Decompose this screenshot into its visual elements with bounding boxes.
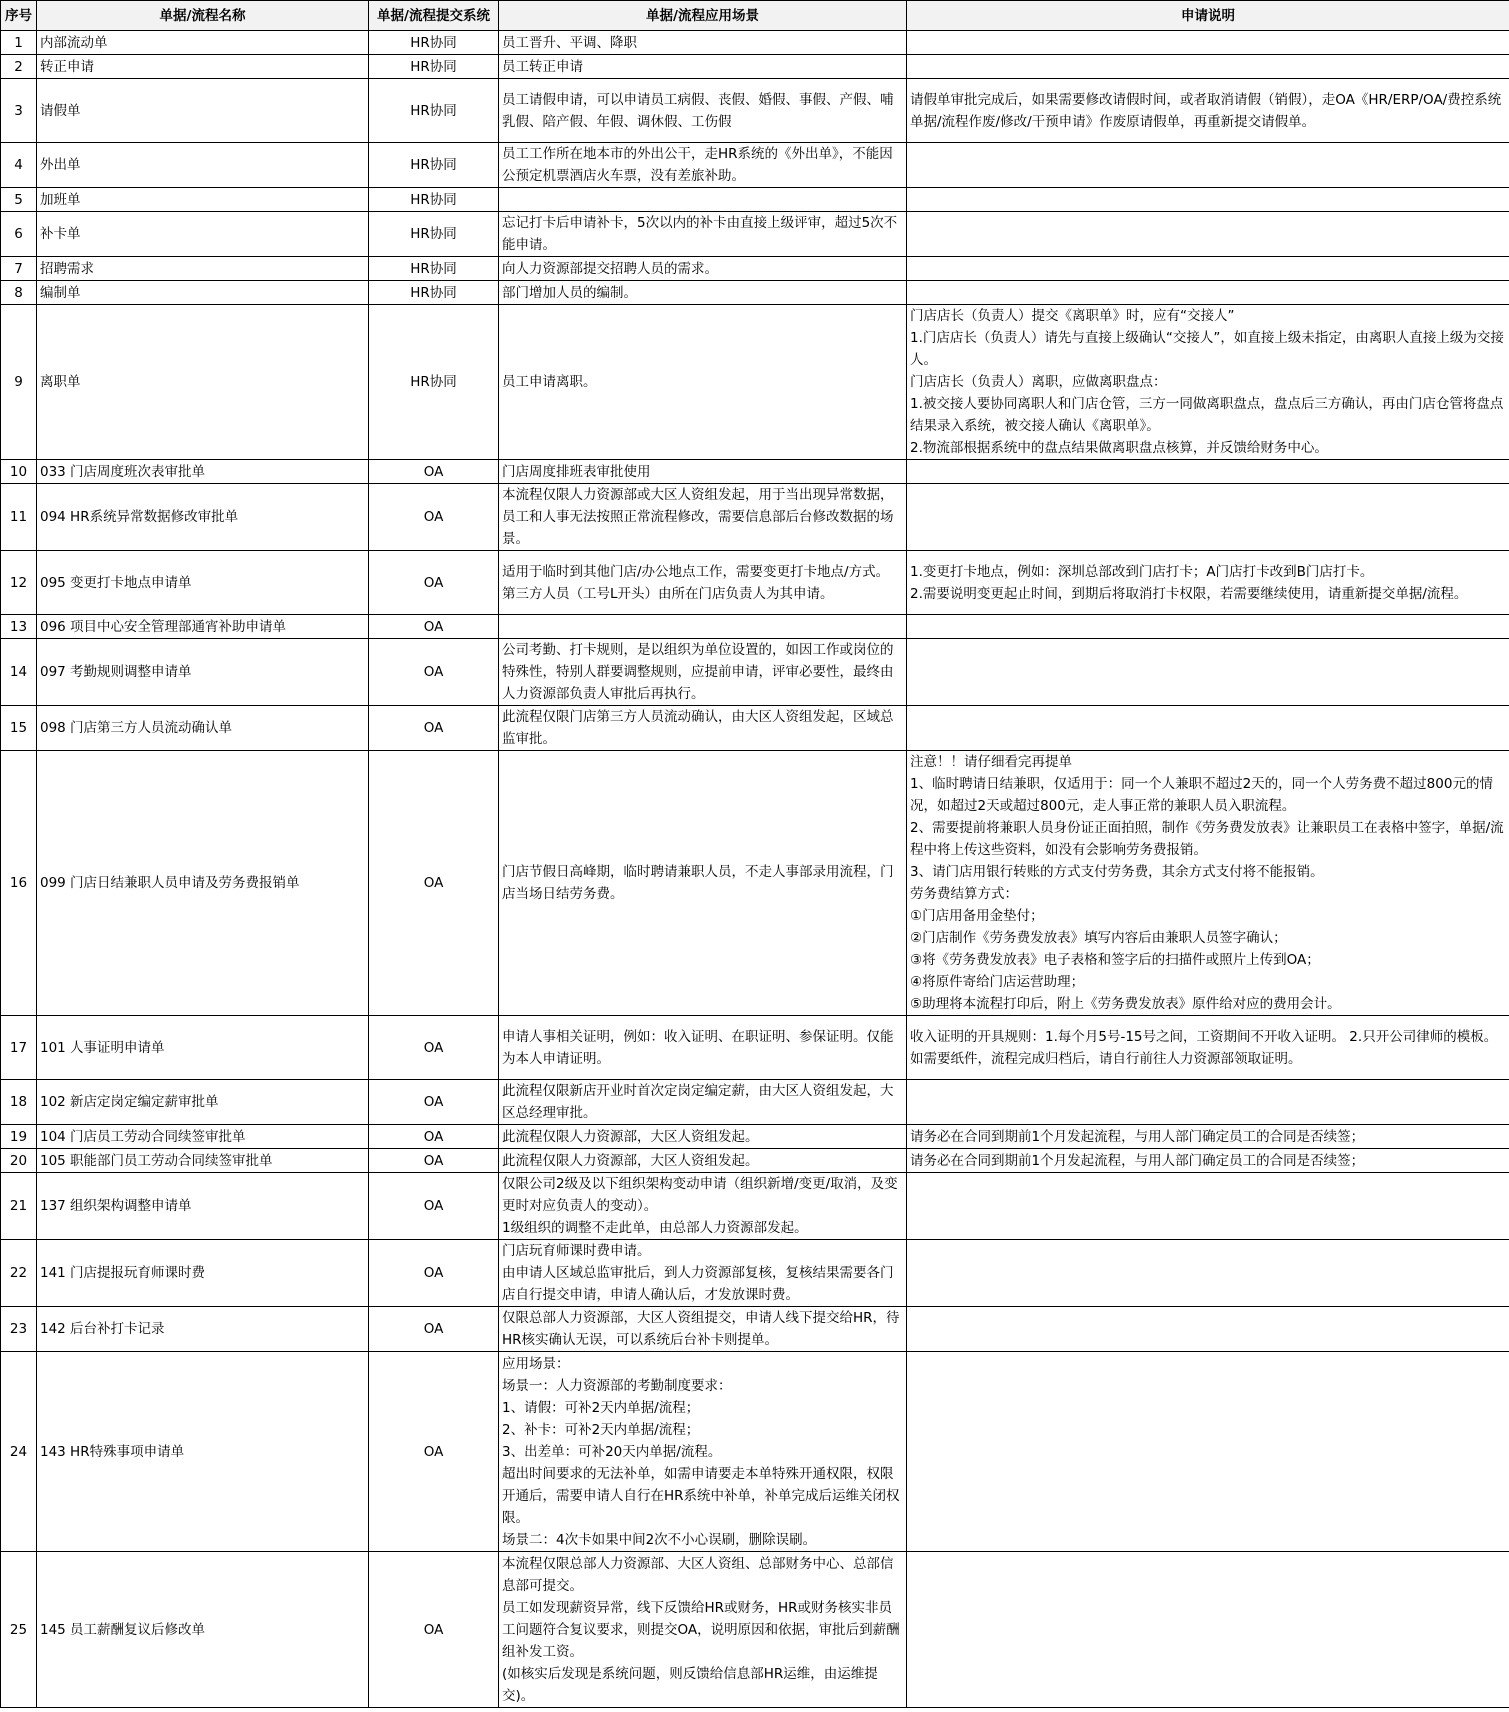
- cell-desc[interactable]: [907, 55, 1509, 79]
- table-row: [1, 79, 1509, 143]
- table-row: [1, 551, 1509, 615]
- cell-system[interactable]: HR协同: [369, 55, 499, 79]
- table-row: [1, 212, 1509, 257]
- cell-name[interactable]: 离职单: [37, 305, 369, 460]
- cell-scene[interactable]: 部门增加人员的编制。: [499, 281, 907, 305]
- cell-desc[interactable]: [907, 188, 1509, 212]
- table-row: [1, 1080, 1509, 1125]
- table-row: [1, 484, 1509, 551]
- cell-name[interactable]: 095 变更打卡地点申请单: [37, 551, 369, 615]
- table-row: [1, 143, 1509, 188]
- cell-no[interactable]: 13: [1, 615, 37, 639]
- cell-scene[interactable]: 公司考勤、打卡规则，是以组织为单位设置的，如因工作或岗位的特殊性，特别人群要调整规则，应提前申请，评审必要性，最终由人力资源部负责人审批后再执行。: [499, 639, 907, 706]
- cell-system[interactable]: OA: [369, 1149, 499, 1173]
- cell-no[interactable]: 18: [1, 1080, 37, 1125]
- header-scene[interactable]: 单据/流程应用场景: [499, 1, 907, 31]
- cell-scene[interactable]: 此流程仅限人力资源部，大区人资组发起。: [499, 1125, 907, 1149]
- cell-no[interactable]: 10: [1, 460, 37, 484]
- cell-system[interactable]: HR协同: [369, 305, 499, 460]
- cell-no[interactable]: 14: [1, 639, 37, 706]
- cell-scene[interactable]: 仅限公司2级及以下组织架构变动申请（组织新增/变更/取消，及变更时对应负责人的变动）。 1级组织的调整不走此单，由总部人力资源部发起。: [499, 1173, 907, 1240]
- cell-no[interactable]: 5: [1, 188, 37, 212]
- cell-desc[interactable]: [907, 484, 1509, 551]
- cell-desc[interactable]: 请务必在合同到期前1个月发起流程，与用人部门确定员工的合同是否续签；: [907, 1125, 1509, 1149]
- cell-desc[interactable]: [907, 1240, 1509, 1307]
- cell-no[interactable]: 1: [1, 31, 37, 55]
- cell-desc[interactable]: [907, 31, 1509, 55]
- cell-desc[interactable]: [907, 1173, 1509, 1240]
- cell-desc[interactable]: [907, 460, 1509, 484]
- cell-desc[interactable]: [907, 143, 1509, 188]
- cell-name[interactable]: 转正申请: [37, 55, 369, 79]
- cell-name[interactable]: 033 门店周度班次表审批单: [37, 460, 369, 484]
- table-row: [1, 281, 1509, 305]
- cell-desc[interactable]: [907, 1307, 1509, 1352]
- cell-name[interactable]: 102 新店定岗定编定薪审批单: [37, 1080, 369, 1125]
- cell-name[interactable]: 请假单: [37, 79, 369, 143]
- cell-scene[interactable]: 此流程仅限新店开业时首次定岗定编定薪，由大区人资组发起，大区总经理审批。: [499, 1080, 907, 1125]
- cell-name[interactable]: 141 门店提报玩育师课时费: [37, 1240, 369, 1307]
- cell-scene[interactable]: 员工申请离职。: [499, 305, 907, 460]
- cell-desc[interactable]: 门店店长（负责人）提交《离职单》时，应有“交接人” 1.门店店长（负责人）请先与直接上级确认“交接人”，如直接上级未指定，由离职人直接上级为交接人。 门店店长（负责人）离职，应做离职盘点： 1.被交接人要协同离职人和门店仓管，三方一同做离职盘点，盘点后三方确认，再由门店仓管将盘点结果录入系统，被交接人确认《离职单》。 2.物流部根据系统中的盘点结果做离职盘点核算，并反馈给财务中心。: [907, 305, 1509, 460]
- cell-scene[interactable]: 门店节假日高峰期，临时聘请兼职人员，不走人事部录用流程，门店当场日结劳务费。: [499, 751, 907, 1016]
- cell-scene[interactable]: 此流程仅限人力资源部，大区人资组发起。: [499, 1149, 907, 1173]
- table-row: [1, 1307, 1509, 1352]
- table-row: [1, 706, 1509, 751]
- cell-system[interactable]: OA: [369, 1173, 499, 1240]
- cell-desc[interactable]: [907, 1552, 1509, 1708]
- table-row: [1, 1016, 1509, 1080]
- cell-desc[interactable]: [907, 281, 1509, 305]
- cell-name[interactable]: 097 考勤规则调整申请单: [37, 639, 369, 706]
- cell-system[interactable]: OA: [369, 1307, 499, 1352]
- cell-system[interactable]: HR协同: [369, 212, 499, 257]
- cell-no[interactable]: 17: [1, 1016, 37, 1080]
- cell-scene[interactable]: 员工请假申请，可以申请员工病假、丧假、婚假、事假、产假、哺乳假、陪产假、年假、调休假、工伤假: [499, 79, 907, 143]
- table-row: [1, 1240, 1509, 1307]
- cell-name[interactable]: 145 员工薪酬复议后修改单: [37, 1552, 369, 1708]
- table-row: [1, 615, 1509, 639]
- cell-no[interactable]: 12: [1, 551, 37, 615]
- cell-no[interactable]: 9: [1, 305, 37, 460]
- cell-system[interactable]: OA: [369, 751, 499, 1016]
- cell-no[interactable]: 22: [1, 1240, 37, 1307]
- header-name[interactable]: 单据/流程名称: [37, 1, 369, 31]
- cell-name[interactable]: 105 职能部门员工劳动合同续签审批单: [37, 1149, 369, 1173]
- cell-scene[interactable]: 门店玩育师课时费申请。 由申请人区域总监审批后，到人力资源部复核，复核结果需要各门店自行提交申请，申请人确认后，才发放课时费。: [499, 1240, 907, 1307]
- cell-desc[interactable]: 1.变更打卡地点，例如：深圳总部改到门店打卡；A门店打卡改到B门店打卡。 2.需要说明变更起止时间，到期后将取消打卡权限，若需要继续使用，请重新提交单据/流程。: [907, 551, 1509, 615]
- table-row: [1, 1125, 1509, 1149]
- cell-desc[interactable]: [907, 257, 1509, 281]
- table-row: [1, 1352, 1509, 1552]
- table-row: [1, 1552, 1509, 1708]
- cell-name[interactable]: 137 组织架构调整申请单: [37, 1173, 369, 1240]
- cell-name[interactable]: 补卡单: [37, 212, 369, 257]
- cell-scene[interactable]: 申请人事相关证明，例如：收入证明、在职证明、参保证明。仅能为本人申请证明。: [499, 1016, 907, 1080]
- cell-no[interactable]: 24: [1, 1352, 37, 1552]
- cell-name[interactable]: 104 门店员工劳动合同续签审批单: [37, 1125, 369, 1149]
- cell-no[interactable]: 7: [1, 257, 37, 281]
- cell-desc[interactable]: [907, 1352, 1509, 1552]
- cell-system[interactable]: HR协同: [369, 31, 499, 55]
- cell-scene[interactable]: 仅限总部人力资源部，大区人资组提交，申请人线下提交给HR，待HR核实确认无误，可以系统后台补卡则提单。: [499, 1307, 907, 1352]
- cell-scene[interactable]: 本流程仅限总部人力资源部、大区人资组、总部财务中心、总部信息部可提交。 员工如发现薪资异常，线下反馈给HR或财务，HR或财务核实非员工问题符合复议要求，则提交OA，说明原因和依据，审批后到薪酬组补发工资。 (如核实后发现是系统问题，则反馈给信息部HR运维，由运维提交)。: [499, 1552, 907, 1708]
- cell-scene[interactable]: 本流程仅限人力资源部或大区人资组发起，用于当出现异常数据，员工和人事无法按照正常流程修改，需要信息部后台修改数据的场景。: [499, 484, 907, 551]
- cell-system[interactable]: OA: [369, 1125, 499, 1149]
- cell-desc[interactable]: [907, 706, 1509, 751]
- header-system[interactable]: 单据/流程提交系统: [369, 1, 499, 31]
- cell-desc[interactable]: 收入证明的开具规则：1.每个月5号-15号之间，工资期间不开收入证明。 2.只开公司律师的模板。 如需要纸件，流程完成归档后，请自行前往人力资源部领取证明。: [907, 1016, 1509, 1080]
- table-row: [1, 460, 1509, 484]
- cell-no[interactable]: 25: [1, 1552, 37, 1708]
- header-no[interactable]: 序号: [1, 1, 37, 31]
- cell-system[interactable]: HR协同: [369, 143, 499, 188]
- cell-name[interactable]: 143 HR特殊事项申请单: [37, 1352, 369, 1552]
- cell-system[interactable]: OA: [369, 1352, 499, 1552]
- cell-system[interactable]: HR协同: [369, 79, 499, 143]
- header-row: [1, 1, 1509, 31]
- cell-system[interactable]: OA: [369, 1016, 499, 1080]
- table-row: [1, 305, 1509, 460]
- table-row: [1, 1173, 1509, 1240]
- cell-scene[interactable]: [499, 615, 907, 639]
- cell-no[interactable]: 15: [1, 706, 37, 751]
- cell-system[interactable]: OA: [369, 639, 499, 706]
- cell-scene[interactable]: 员工晋升、平调、降职: [499, 31, 907, 55]
- cell-system[interactable]: OA: [369, 551, 499, 615]
- cell-name[interactable]: 加班单: [37, 188, 369, 212]
- cell-no[interactable]: 4: [1, 143, 37, 188]
- cell-desc[interactable]: [907, 212, 1509, 257]
- cell-name[interactable]: 编制单: [37, 281, 369, 305]
- table-row: [1, 257, 1509, 281]
- cell-name[interactable]: 096 项目中心安全管理部通宵补助申请单: [37, 615, 369, 639]
- table-row: [1, 188, 1509, 212]
- cell-system[interactable]: OA: [369, 460, 499, 484]
- table-row: [1, 639, 1509, 706]
- table-body: [1, 31, 1509, 1708]
- table-row: [1, 55, 1509, 79]
- table-row: [1, 751, 1509, 1016]
- cell-system[interactable]: OA: [369, 1080, 499, 1125]
- cell-desc[interactable]: [907, 1080, 1509, 1125]
- cell-no[interactable]: 19: [1, 1125, 37, 1149]
- cell-desc[interactable]: 注意！！请仔细看完再提单 1、临时聘请日结兼职，仅适用于：同一个人兼职不超过2天的，同一个人劳务费不超过800元的情况，如超过2天或超过800元，走人事正常的兼职人员入职流程。 2、需要提前将兼职人员身份证正面拍照，制作《劳务费发放表》让兼职员工在表格中签字，单据/流程中将上传这些资料，如没有会影响劳务费报销。 3、请门店用银行转账的方式支付劳务费，其余方式支付将不能报销。 劳务费结算方式： ①门店用备用金垫付； ②门店制作《劳务费发放表》填写内容后由兼职人员签字确认； ③将《劳务费发放表》电子表格和签字后的扫描件或照片上传到OA； ④将原件寄给门店运营助理； ⑤助理将本流程打印后，附上《劳务费发放表》原件给对应的费用会计。: [907, 751, 1509, 1016]
- cell-name[interactable]: 099 门店日结兼职人员申请及劳务费报销单: [37, 751, 369, 1016]
- cell-scene[interactable]: 员工转正申请: [499, 55, 907, 79]
- cell-no[interactable]: 8: [1, 281, 37, 305]
- cell-desc[interactable]: [907, 639, 1509, 706]
- cell-scene[interactable]: 应用场景： 场景一：人力资源部的考勤制度要求： 1、请假：可补2天内单据/流程； 2、补卡：可补2天内单据/流程； 3、出差单：可补20天内单据/流程。 超出时间要求的无法补单，如需申请要走本单特殊开通权限，权限开通后，需要申请人自行在HR系统中补单，补单完成后运维关闭权限。 场景二：4次卡如果中间2次不小心误刷，删除误刷。: [499, 1352, 907, 1552]
- cell-desc[interactable]: [907, 615, 1509, 639]
- cell-system[interactable]: OA: [369, 706, 499, 751]
- cell-name[interactable]: 142 后台补打卡记录: [37, 1307, 369, 1352]
- cell-system[interactable]: OA: [369, 615, 499, 639]
- cell-scene[interactable]: 员工工作所在地本市的外出公干，走HR系统的《外出单》，不能因公预定机票酒店火车票，没有差旅补助。: [499, 143, 907, 188]
- cell-name[interactable]: 外出单: [37, 143, 369, 188]
- cell-no[interactable]: 23: [1, 1307, 37, 1352]
- cell-system[interactable]: HR协同: [369, 257, 499, 281]
- cell-no[interactable]: 21: [1, 1173, 37, 1240]
- cell-name[interactable]: 内部流动单: [37, 31, 369, 55]
- cell-scene[interactable]: [499, 188, 907, 212]
- cell-desc[interactable]: 请假单审批完成后，如果需要修改请假时间，或者取消请假（销假），走OA《HR/ERP/OA/费控系统单据/流程作废/修改/干预申请》作废原请假单，再重新提交请假单。: [907, 79, 1509, 143]
- cell-scene[interactable]: 忘记打卡后申请补卡，5次以内的补卡由直接上级评审，超过5次不能申请。: [499, 212, 907, 257]
- cell-scene[interactable]: 门店周度排班表审批使用: [499, 460, 907, 484]
- cell-no[interactable]: 3: [1, 79, 37, 143]
- cell-system[interactable]: HR协同: [369, 281, 499, 305]
- cell-system[interactable]: OA: [369, 1240, 499, 1307]
- cell-name[interactable]: 094 HR系统异常数据修改审批单: [37, 484, 369, 551]
- cell-name[interactable]: 101 人事证明申请单: [37, 1016, 369, 1080]
- cell-system[interactable]: OA: [369, 1552, 499, 1708]
- cell-scene[interactable]: 向人力资源部提交招聘人员的需求。: [499, 257, 907, 281]
- cell-scene[interactable]: 适用于临时到其他门店/办公地点工作，需要变更打卡地点/方式。 第三方人员（工号L开头）由所在门店负责人为其申请。: [499, 551, 907, 615]
- cell-no[interactable]: 2: [1, 55, 37, 79]
- cell-name[interactable]: 招聘需求: [37, 257, 369, 281]
- cell-system[interactable]: OA: [369, 484, 499, 551]
- table-row: [1, 31, 1509, 55]
- cell-no[interactable]: 16: [1, 751, 37, 1016]
- cell-name[interactable]: 098 门店第三方人员流动确认单: [37, 706, 369, 751]
- header-desc[interactable]: 申请说明: [907, 1, 1509, 31]
- cell-no[interactable]: 6: [1, 212, 37, 257]
- table-row: [1, 1149, 1509, 1173]
- cell-no[interactable]: 20: [1, 1149, 37, 1173]
- cell-desc[interactable]: 请务必在合同到期前1个月发起流程，与用人部门确定员工的合同是否续签；: [907, 1149, 1509, 1173]
- cell-system[interactable]: HR协同: [369, 188, 499, 212]
- cell-no[interactable]: 11: [1, 484, 37, 551]
- cell-scene[interactable]: 此流程仅限门店第三方人员流动确认，由大区人资组发起，区域总监审批。: [499, 706, 907, 751]
